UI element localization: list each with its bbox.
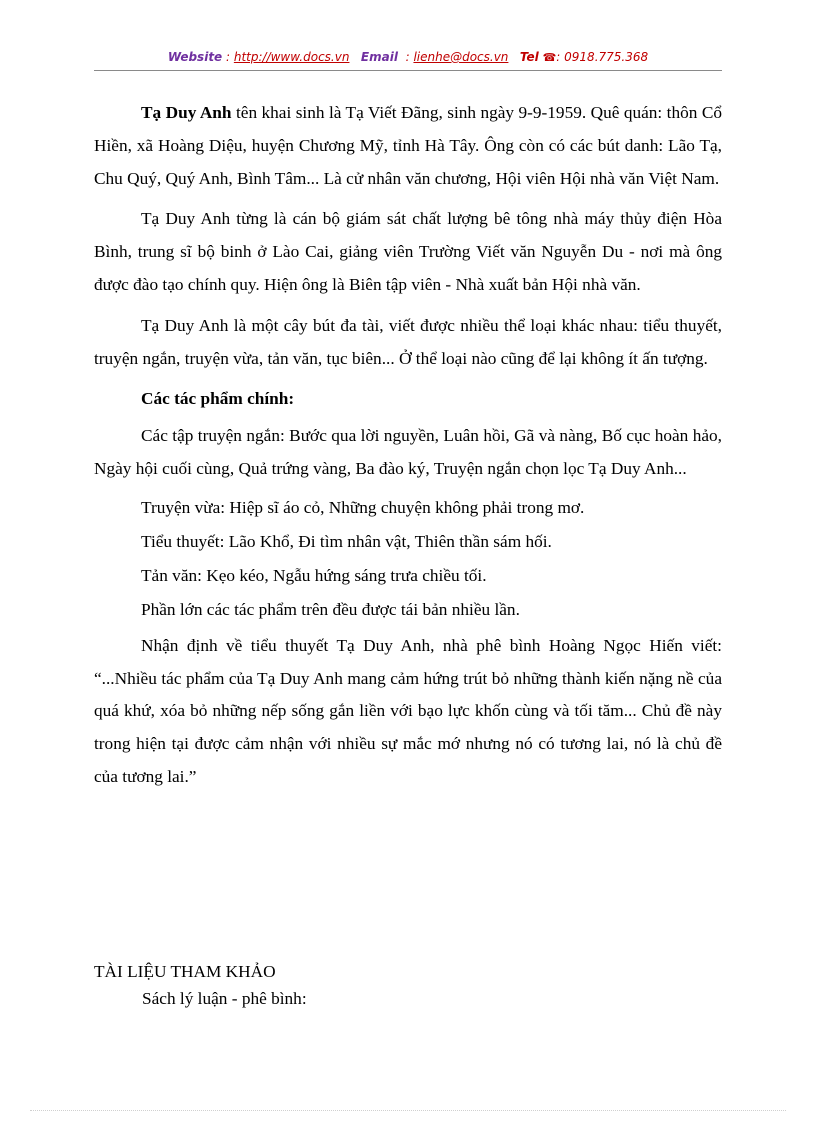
header-divider — [94, 70, 722, 71]
works-novellas: Truyện vừa: Hiệp sĩ áo cỏ, Những chuyện không phải trong mơ. — [141, 497, 585, 517]
bio-paragraph — [94, 97, 722, 195]
website-link[interactable]: http://www.docs.vn — [233, 50, 350, 64]
phone-icon: ☎ — [542, 51, 557, 64]
email-label: Email — [360, 50, 398, 64]
style-paragraph: Tạ Duy Anh là một cây bút đa tài, viết được nhiều thể loại khác nhau: tiểu thuyết, truyện ngắn, truyện vừa, tản văn, tục biên... Ở thể loại nào cũng để lại không ít ấn tượng. — [94, 315, 722, 368]
document-body — [94, 97, 722, 802]
tel-value: 0918.775.368 — [564, 50, 649, 64]
works-heading: Các tác phẩm chính: — [141, 389, 295, 409]
references-subheading: Sách lý luận - phê bình: — [142, 989, 307, 1008]
author-name: Tạ Duy Anh — [141, 103, 232, 122]
works-essays: Tản văn: Kẹo kéo, Ngẫu hứng sáng trưa chiều tối. — [141, 565, 487, 585]
website-label: Website — [167, 50, 223, 64]
page-header: Website : http://www.docs.vn Email : lienhe@docs.vn Tel ☎: 0918.775.368 — [167, 50, 649, 64]
works-reprinted: Phần lớn các tác phẩm trên đều được tái bản nhiều lần. — [141, 599, 520, 619]
bio-text: tên khai sinh là Tạ Viết Đãng, sinh ngày 9-9-1959. Quê quán: thôn Cổ Hiền, xã Hoàng Diệu, huyện Chương Mỹ, tỉnh Hà Tây. Ông còn có các bút danh: Lão Tạ, Chu Quý, Quý Anh, Bình Tâm... Là cử nhân văn chương, Hội viên Hội nhà văn Việt Nam. — [94, 103, 722, 188]
tel-label: Tel — [519, 50, 539, 64]
references-heading: TÀI LIỆU THAM KHẢO — [94, 962, 276, 981]
works-short-stories: Các tập truyện ngắn: Bước qua lời nguyền, Luân hồi, Gã và nàng, Bố cục hoàn hảo, Ngày hội cuối cùng, Quả trứng vàng, Ba đào ký, Truyện ngắn chọn lọc Tạ Duy Anh... — [94, 426, 722, 478]
references-section — [94, 958, 722, 1012]
career-paragraph: Tạ Duy Anh từng là cán bộ giám sát chất lượng bê tông nhà máy thủy điện Hòa Bình, trung sĩ bộ binh ở Lào Cai, giảng viên Trường Viết văn Nguyễn Du - nơi mà ông được đào tạo chính quy. Hiện ông là Biên tập viên - Nhà xuất bản Hội nhà văn. — [94, 209, 722, 294]
works-novels: Tiểu thuyết: Lão Khổ, Đi tìm nhân vật, Thiên thần sám hối. — [141, 531, 552, 551]
footer-divider — [30, 1110, 786, 1111]
critique-paragraph: Nhận định về tiểu thuyết Tạ Duy Anh, nhà phê bình Hoàng Ngọc Hiến viết: “...Nhiều tác phẩm của Tạ Duy Anh mang cảm hứng trút bỏ những thành kiến nặng nề của quá khứ, xóa bỏ những nếp sống gắn liền với bạo lực khốn cùng và tối tăm... Chủ đề này trong hiện tại được cảm nhận với nhiều sự mắc mớ nhưng nó có tương lai, nó là chủ đề của tương lai.” — [94, 635, 722, 786]
email-link[interactable]: lienhe@docs.vn — [413, 50, 509, 64]
